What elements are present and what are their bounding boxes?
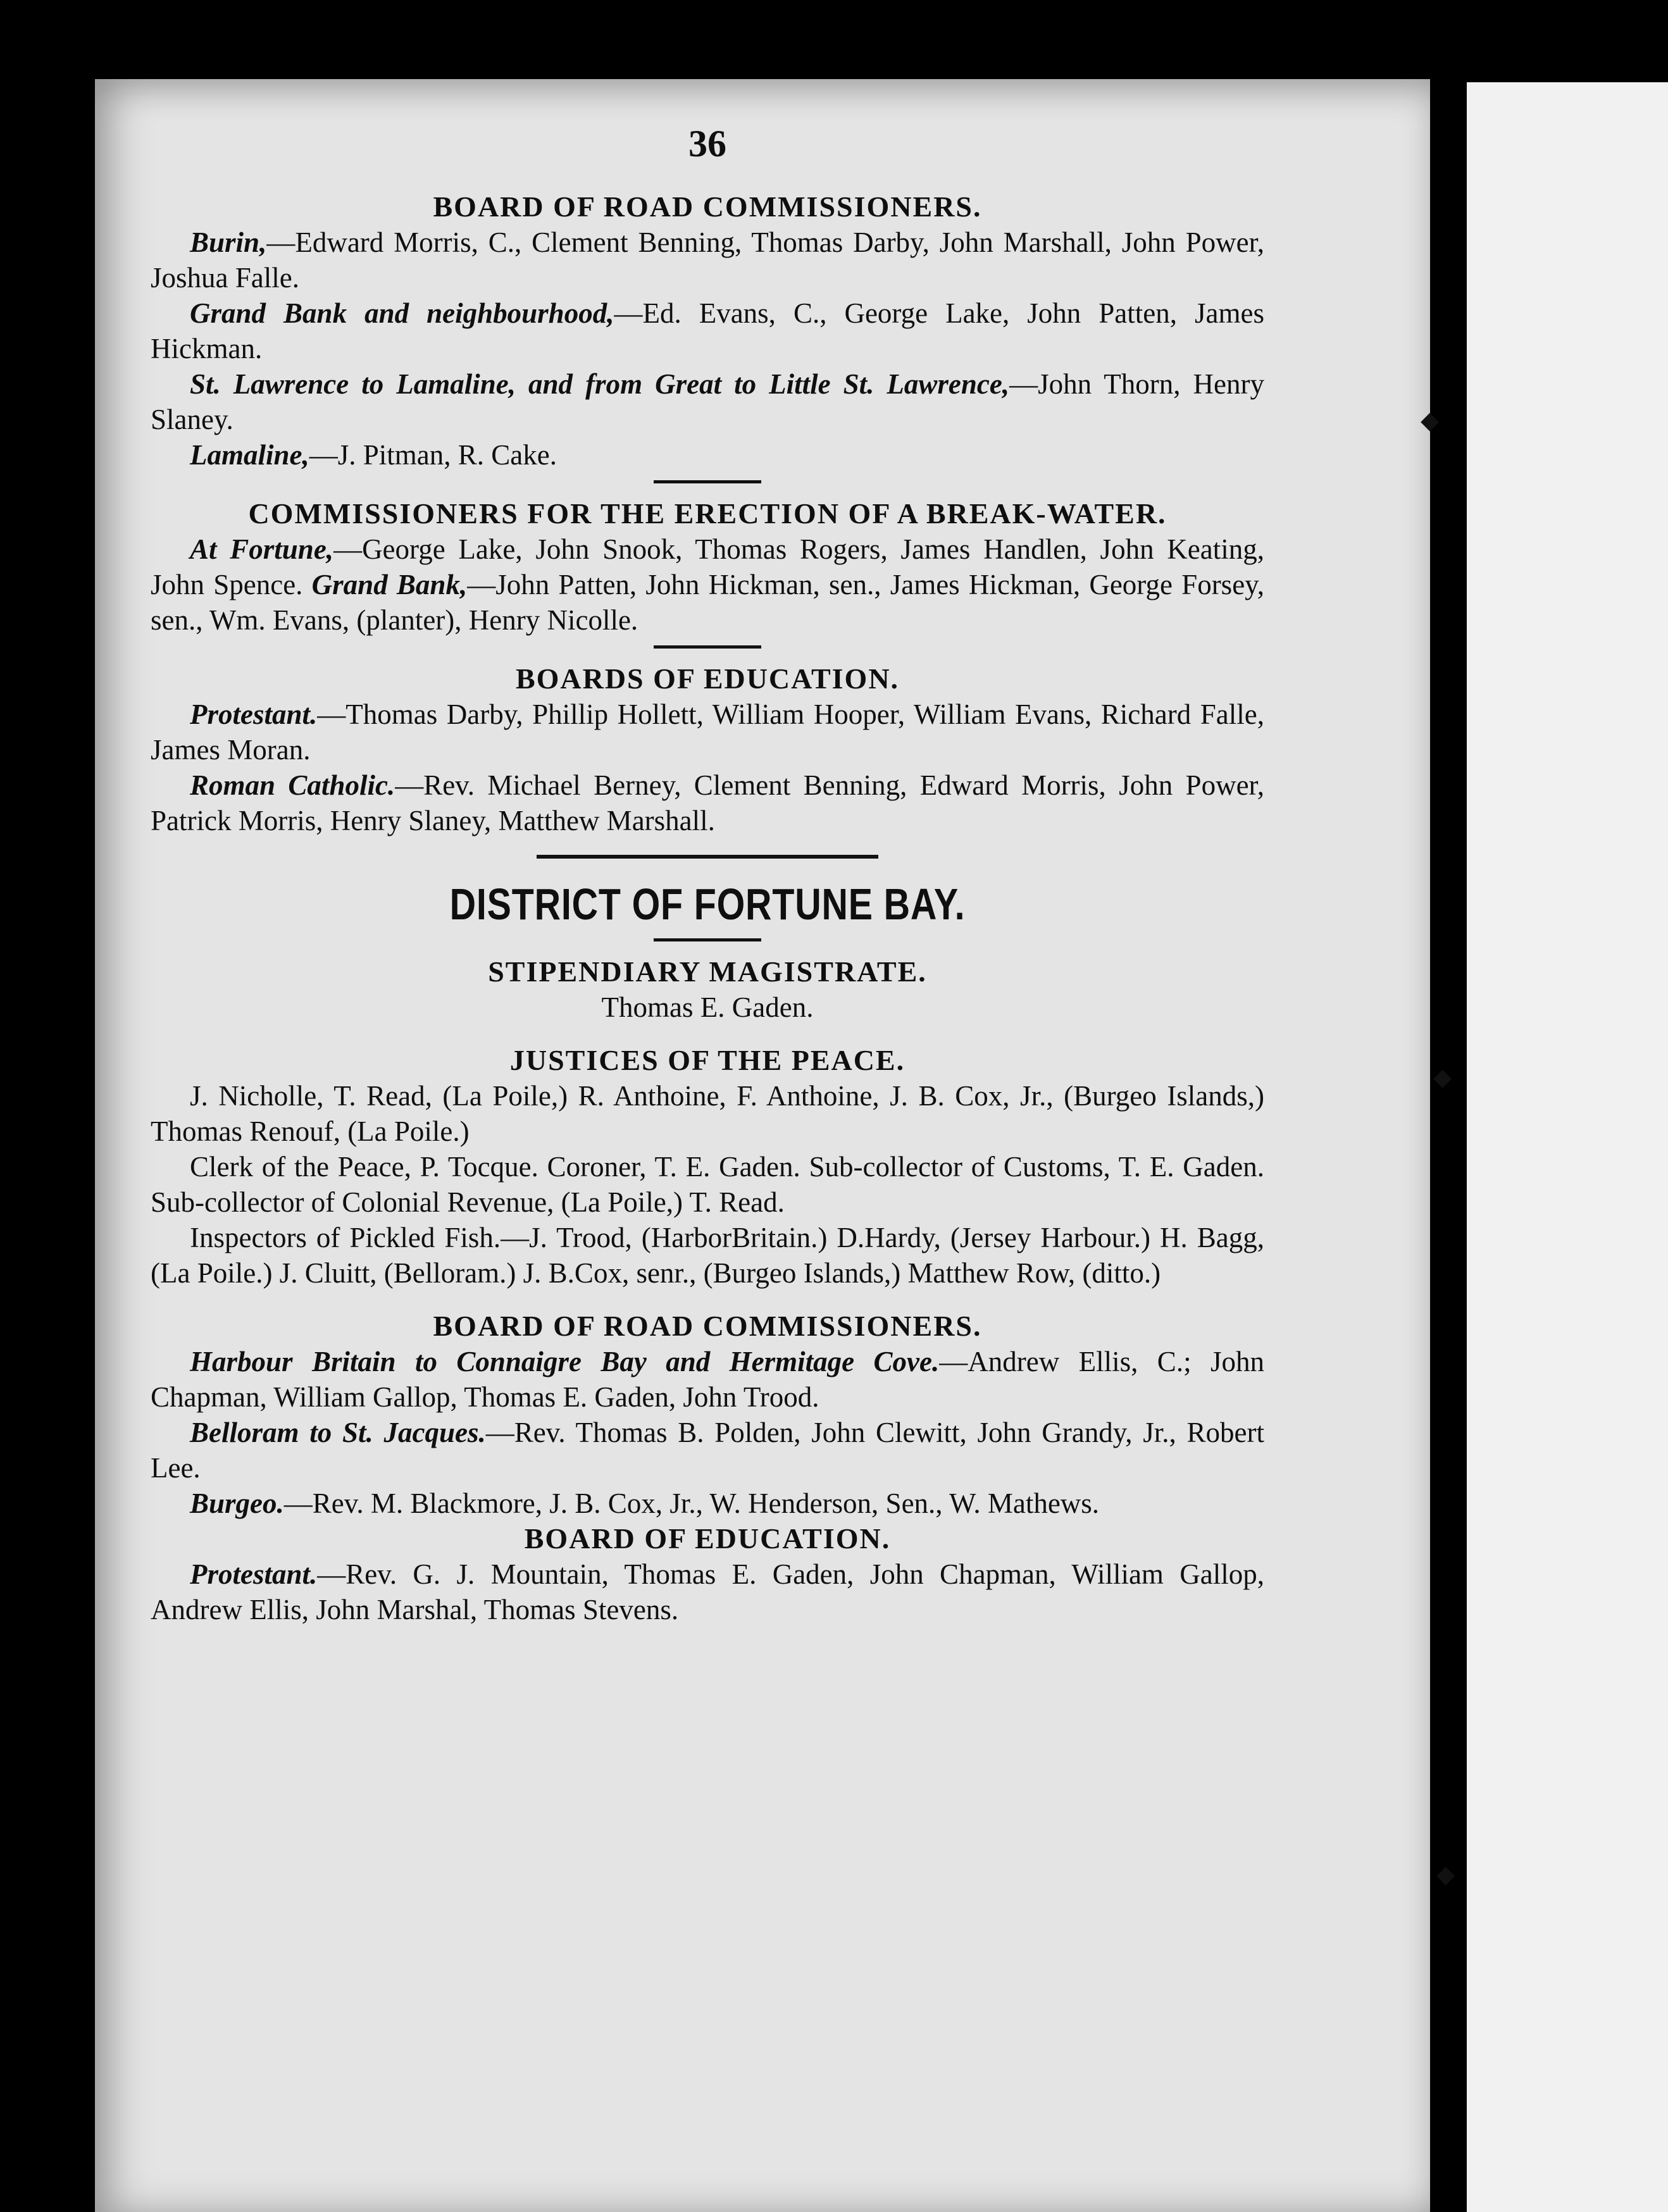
entry-text: —Rev. Thomas B. Polden, John Clewitt, John Grandy, Jr., Robert Lee. bbox=[151, 1417, 1264, 1484]
entry bbox=[151, 1344, 1264, 1415]
entry-text: —John Thorn, Henry Slaney. bbox=[151, 368, 1264, 435]
section-heading: BOARD OF ROAD COMMISSIONERS. bbox=[433, 1310, 982, 1342]
divider bbox=[654, 480, 761, 483]
entry bbox=[151, 531, 1264, 638]
entry-label: Lamaline, bbox=[190, 439, 309, 471]
entry-text: —Ed. Evans, C., George Lake, John Patten, James Hickman. bbox=[151, 297, 1264, 364]
page-content bbox=[151, 123, 1264, 1627]
entry-label: Grand Bank, bbox=[311, 569, 468, 600]
section-heading: STIPENDIARY MAGISTRATE. bbox=[488, 955, 927, 988]
entry bbox=[151, 1486, 1264, 1521]
entry-text: —J. Pitman, R. Cake. bbox=[309, 439, 557, 471]
entry-text: —Rev. Michael Berney, Clement Benning, Edward Morris, John Power, Patrick Morris, Henry Slaney, Matthew Marshall. bbox=[151, 769, 1264, 836]
margin-mark: ◆ bbox=[1421, 406, 1440, 434]
divider bbox=[654, 645, 761, 649]
magistrate-name: Thomas E. Gaden. bbox=[601, 991, 814, 1023]
entry: Clerk of the Peace, P. Tocque. Coroner, T. E. Gaden. Sub-collector of Customs, T. E. Gaden. Sub-collector of Colonial Revenue, (La Poile,) T. Read. bbox=[151, 1151, 1264, 1218]
entry-label: Roman Catholic. bbox=[190, 769, 395, 801]
entry-label: Protestant. bbox=[190, 699, 318, 730]
entry-label: Belloram to St. Jacques. bbox=[190, 1417, 486, 1448]
section-heading: BOARD OF EDUCATION. bbox=[524, 1522, 891, 1555]
entry-label: Burgeo. bbox=[190, 1488, 284, 1519]
entry bbox=[151, 366, 1264, 437]
section-heading: BOARDS OF EDUCATION. bbox=[515, 662, 900, 695]
entry-text: —Rev. M. Blackmore, J. B. Cox, Jr., W. Henderson, Sen., W. Mathews. bbox=[283, 1488, 1100, 1519]
entry-text: —George Lake, John Snook, Thomas Rogers, James Handlen, John Keating, John Spence. bbox=[151, 533, 1264, 600]
entry bbox=[151, 295, 1264, 366]
section-heading: BOARD OF ROAD COMMISSIONERS. bbox=[433, 190, 982, 223]
entry-label: Grand Bank and neighbourhood, bbox=[190, 297, 614, 329]
entry-text: —Edward Morris, C., Clement Benning, Thomas Darby, John Marshall, John Power, Joshua Falle. bbox=[151, 227, 1264, 294]
divider bbox=[654, 938, 761, 941]
entry-text: —John Patten, John Hickman, sen., James Hickman, George Forsey, sen., Wm. Evans, (planter), Henry Nicolle. bbox=[151, 569, 1264, 636]
entry bbox=[151, 697, 1264, 767]
entry: J. Nicholle, T. Read, (La Poile,) R. Anthoine, F. Anthoine, J. B. Cox, Jr., (Burgeo Islands,) Thomas Renouf, (La Poile.) bbox=[151, 1080, 1264, 1147]
page-number: 36 bbox=[688, 123, 726, 165]
entry: Inspectors of Pickled Fish.—J. Trood, (HarborBritain.) D.Hardy, (Jersey Harbour.) H. Bagg, (La Poile.) J. Cluitt, (Belloram.) J. B.Cox, senr., (Burgeo Islands,) Matthew Row, (ditto.) bbox=[151, 1222, 1264, 1289]
margin-mark: ◆ bbox=[1436, 1860, 1455, 1888]
section-heading: COMMISSIONERS FOR THE ERECTION OF A BREAK-WATER. bbox=[248, 497, 1167, 530]
section-heading: JUSTICES OF THE PEACE. bbox=[509, 1044, 906, 1076]
entry-text: —Andrew Ellis, C.; John Chapman, William Gallop, Thomas E. Gaden, John Trood. bbox=[151, 1346, 1264, 1413]
entry-label: Burin, bbox=[190, 227, 267, 258]
margin-mark: ◆ bbox=[1433, 1063, 1452, 1091]
entry bbox=[151, 1556, 1264, 1627]
entry bbox=[151, 437, 1264, 473]
facing-page-edge bbox=[1467, 82, 1668, 2212]
entry-label: At Fortune, bbox=[190, 533, 334, 565]
entry-label: St. Lawrence to Lamaline, and from Great to Little St. Lawrence, bbox=[190, 368, 1010, 400]
entry-label: Protestant. bbox=[190, 1558, 318, 1590]
entry bbox=[151, 225, 1264, 295]
entry-text: —Thomas Darby, Phillip Hollett, William Hooper, William Evans, Richard Falle, James Moran. bbox=[151, 699, 1264, 766]
entry-label: Harbour Britain to Connaigre Bay and Hermitage Cove. bbox=[190, 1346, 940, 1377]
divider bbox=[537, 855, 878, 859]
entry bbox=[151, 1415, 1264, 1486]
binding-gutter bbox=[1445, 63, 1461, 2212]
district-title: DISTRICT OF FORTUNE BAY. bbox=[449, 879, 966, 929]
entry-text: —Rev. G. J. Mountain, Thomas E. Gaden, John Chapman, William Gallop, Andrew Ellis, John Marshal, Thomas Stevens. bbox=[151, 1558, 1264, 1625]
entry bbox=[151, 767, 1264, 838]
